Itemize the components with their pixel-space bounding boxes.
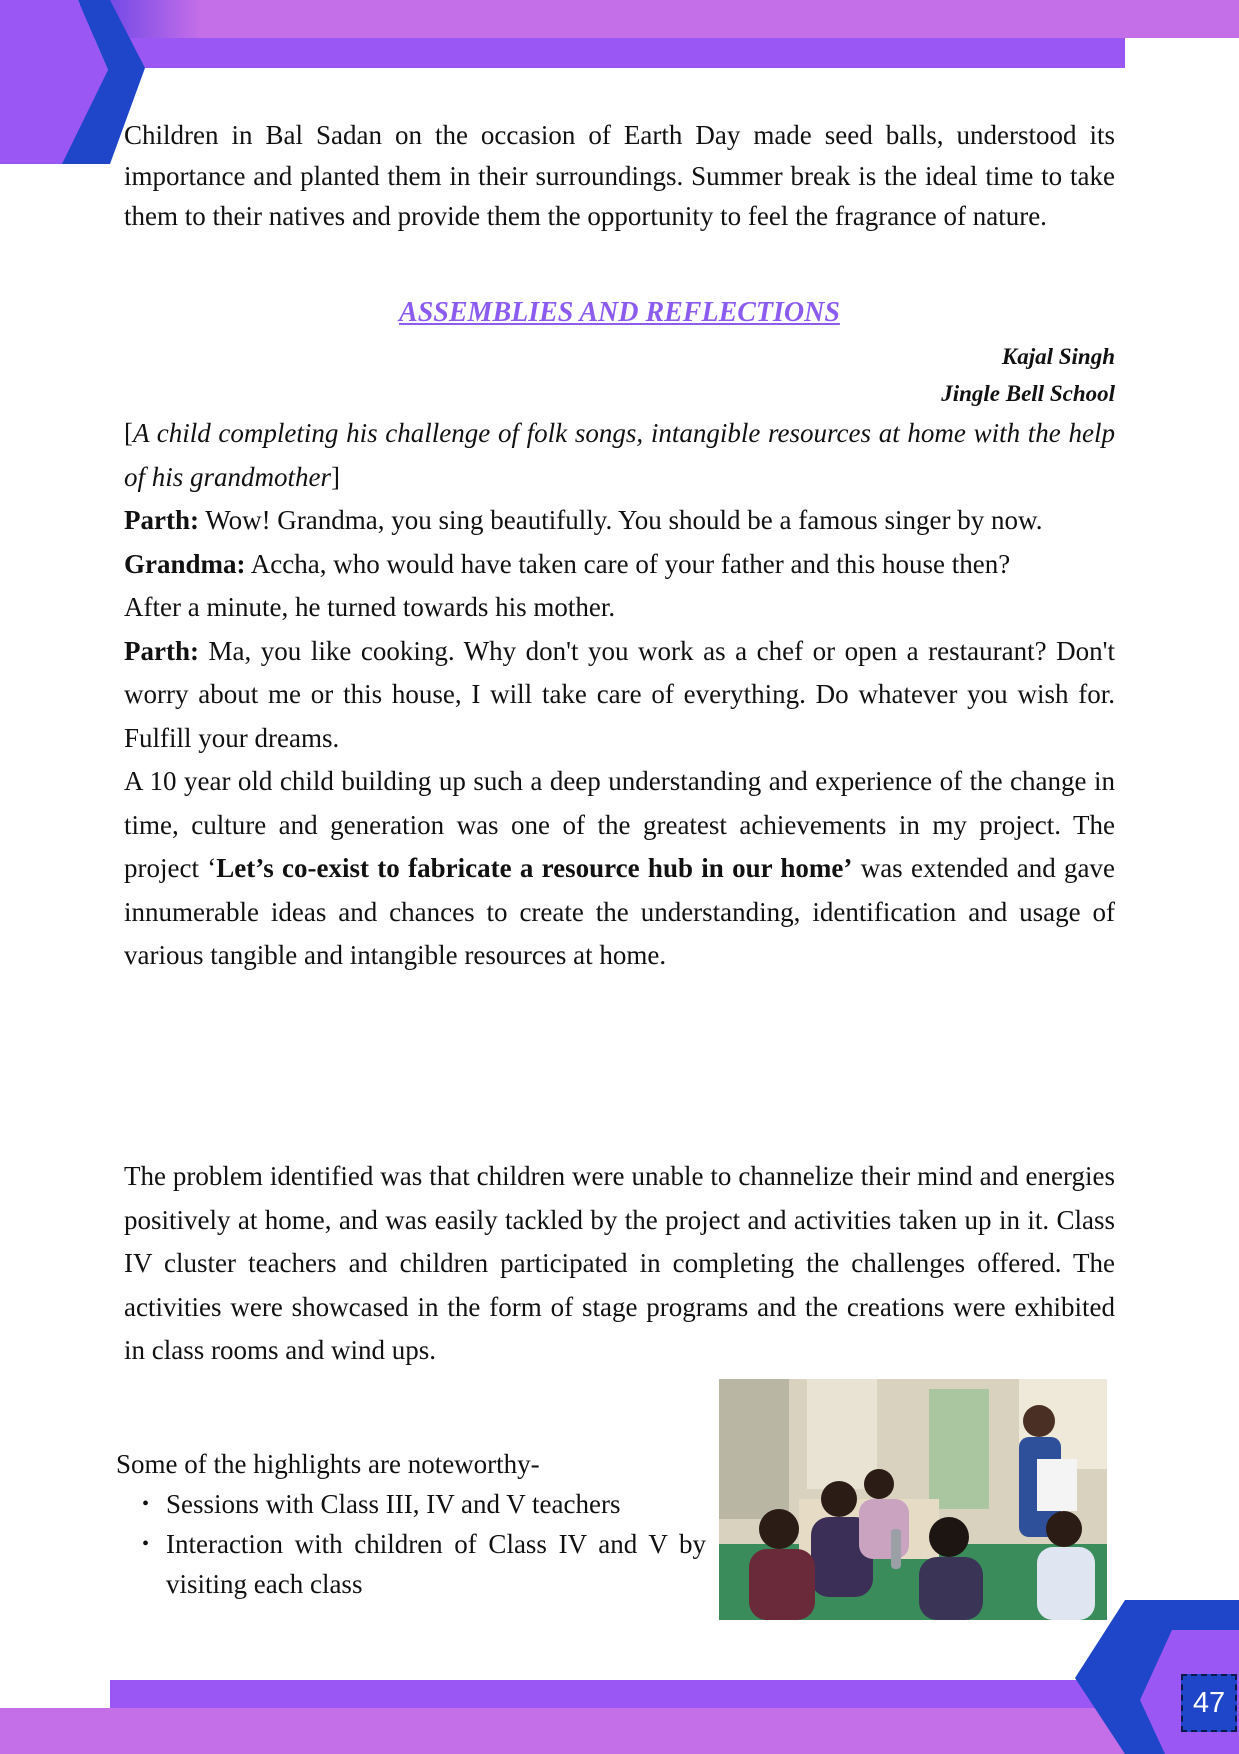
dialogue-line-parth-1 — [124, 499, 1115, 543]
list-item: • Interaction with children of Class IV and V by visiting each class — [166, 1524, 706, 1604]
scene-description — [124, 412, 1115, 499]
page-number: 47 — [1181, 1674, 1237, 1732]
classroom-photo-illustration — [719, 1379, 1107, 1620]
highlights-list — [116, 1484, 706, 1604]
project-name: Let’s co-exist to fabricate a resource hub in our home’ — [216, 853, 853, 883]
speaker-label: Parth: — [124, 635, 199, 666]
highlights-intro: Some of the highlights are noteworthy- — [116, 1449, 540, 1479]
intro-text: Children in Bal Sadan on the occasion of Earth Day made seed balls, understood its importance and planted them in their surroundings. Summer break is the ideal time to take them to their natives and provide them the opportunity to feel the fragrance of nature. — [124, 120, 1115, 231]
dialogue-line-grandma — [124, 543, 1115, 587]
list-item: • Sessions with Class III, IV and V teachers — [166, 1484, 706, 1524]
dialogue-text: Wow! Grandma, you sing beautifully. You should be a famous singer by now. — [198, 505, 1043, 535]
scene-open-bracket: [ — [124, 418, 133, 448]
scene-close-bracket: ] — [331, 461, 341, 492]
dialogue-text: Ma, you like cooking. Why don't you work as a chef or open a restaurant? Don't worry about me or this house, I will take care of everything. Do whatever you wish for. Fulfill your dreams. — [124, 635, 1115, 753]
highlights-section — [116, 1444, 706, 1604]
dialogue-text: Accha, who would have taken care of your father and this house then? — [245, 548, 1011, 579]
dialogue-line-parth-2 — [124, 630, 1115, 761]
author-name: Kajal Singh — [1001, 344, 1115, 369]
dialogue-section — [124, 412, 1115, 978]
scene-text: A child completing his challenge of folk songs, intangible resources at home with the help of his grandmother — [124, 418, 1115, 492]
problem-paragraph — [124, 1155, 1115, 1373]
author-school: Jingle Bell School — [941, 381, 1115, 406]
narration-line: After a minute, he turned towards his mother. — [124, 592, 616, 622]
speaker-label: Parth: — [124, 505, 199, 535]
intro-paragraph — [124, 115, 1115, 237]
reflection-text-before: A 10 year old child building up such a deep understanding and experience of the change in time, culture and generation was one of the greatest achievements in my project. The project ‘ — [124, 766, 1115, 883]
section-title: ASSEMBLIES AND REFLECTIONS — [399, 297, 840, 328]
reflection-paragraph — [124, 760, 1115, 978]
problem-text: The problem identified was that children were unable to channelize their mind and energies positively at home, and was easily tackled by the project and activities taken up in it. Class IV cluster teachers and children participated in completing the challenges offered. The activities were showcased in the form of stage programs and the creations were exhibited in class rooms and wind ups. — [124, 1161, 1115, 1365]
classroom-photo — [719, 1379, 1107, 1620]
speaker-label: Grandma: — [124, 548, 246, 579]
reflection-text-after: was extended and gave innumerable ideas and chances to create the understanding, identification and usage of various tangible and intangible resources at home. — [124, 853, 1115, 970]
